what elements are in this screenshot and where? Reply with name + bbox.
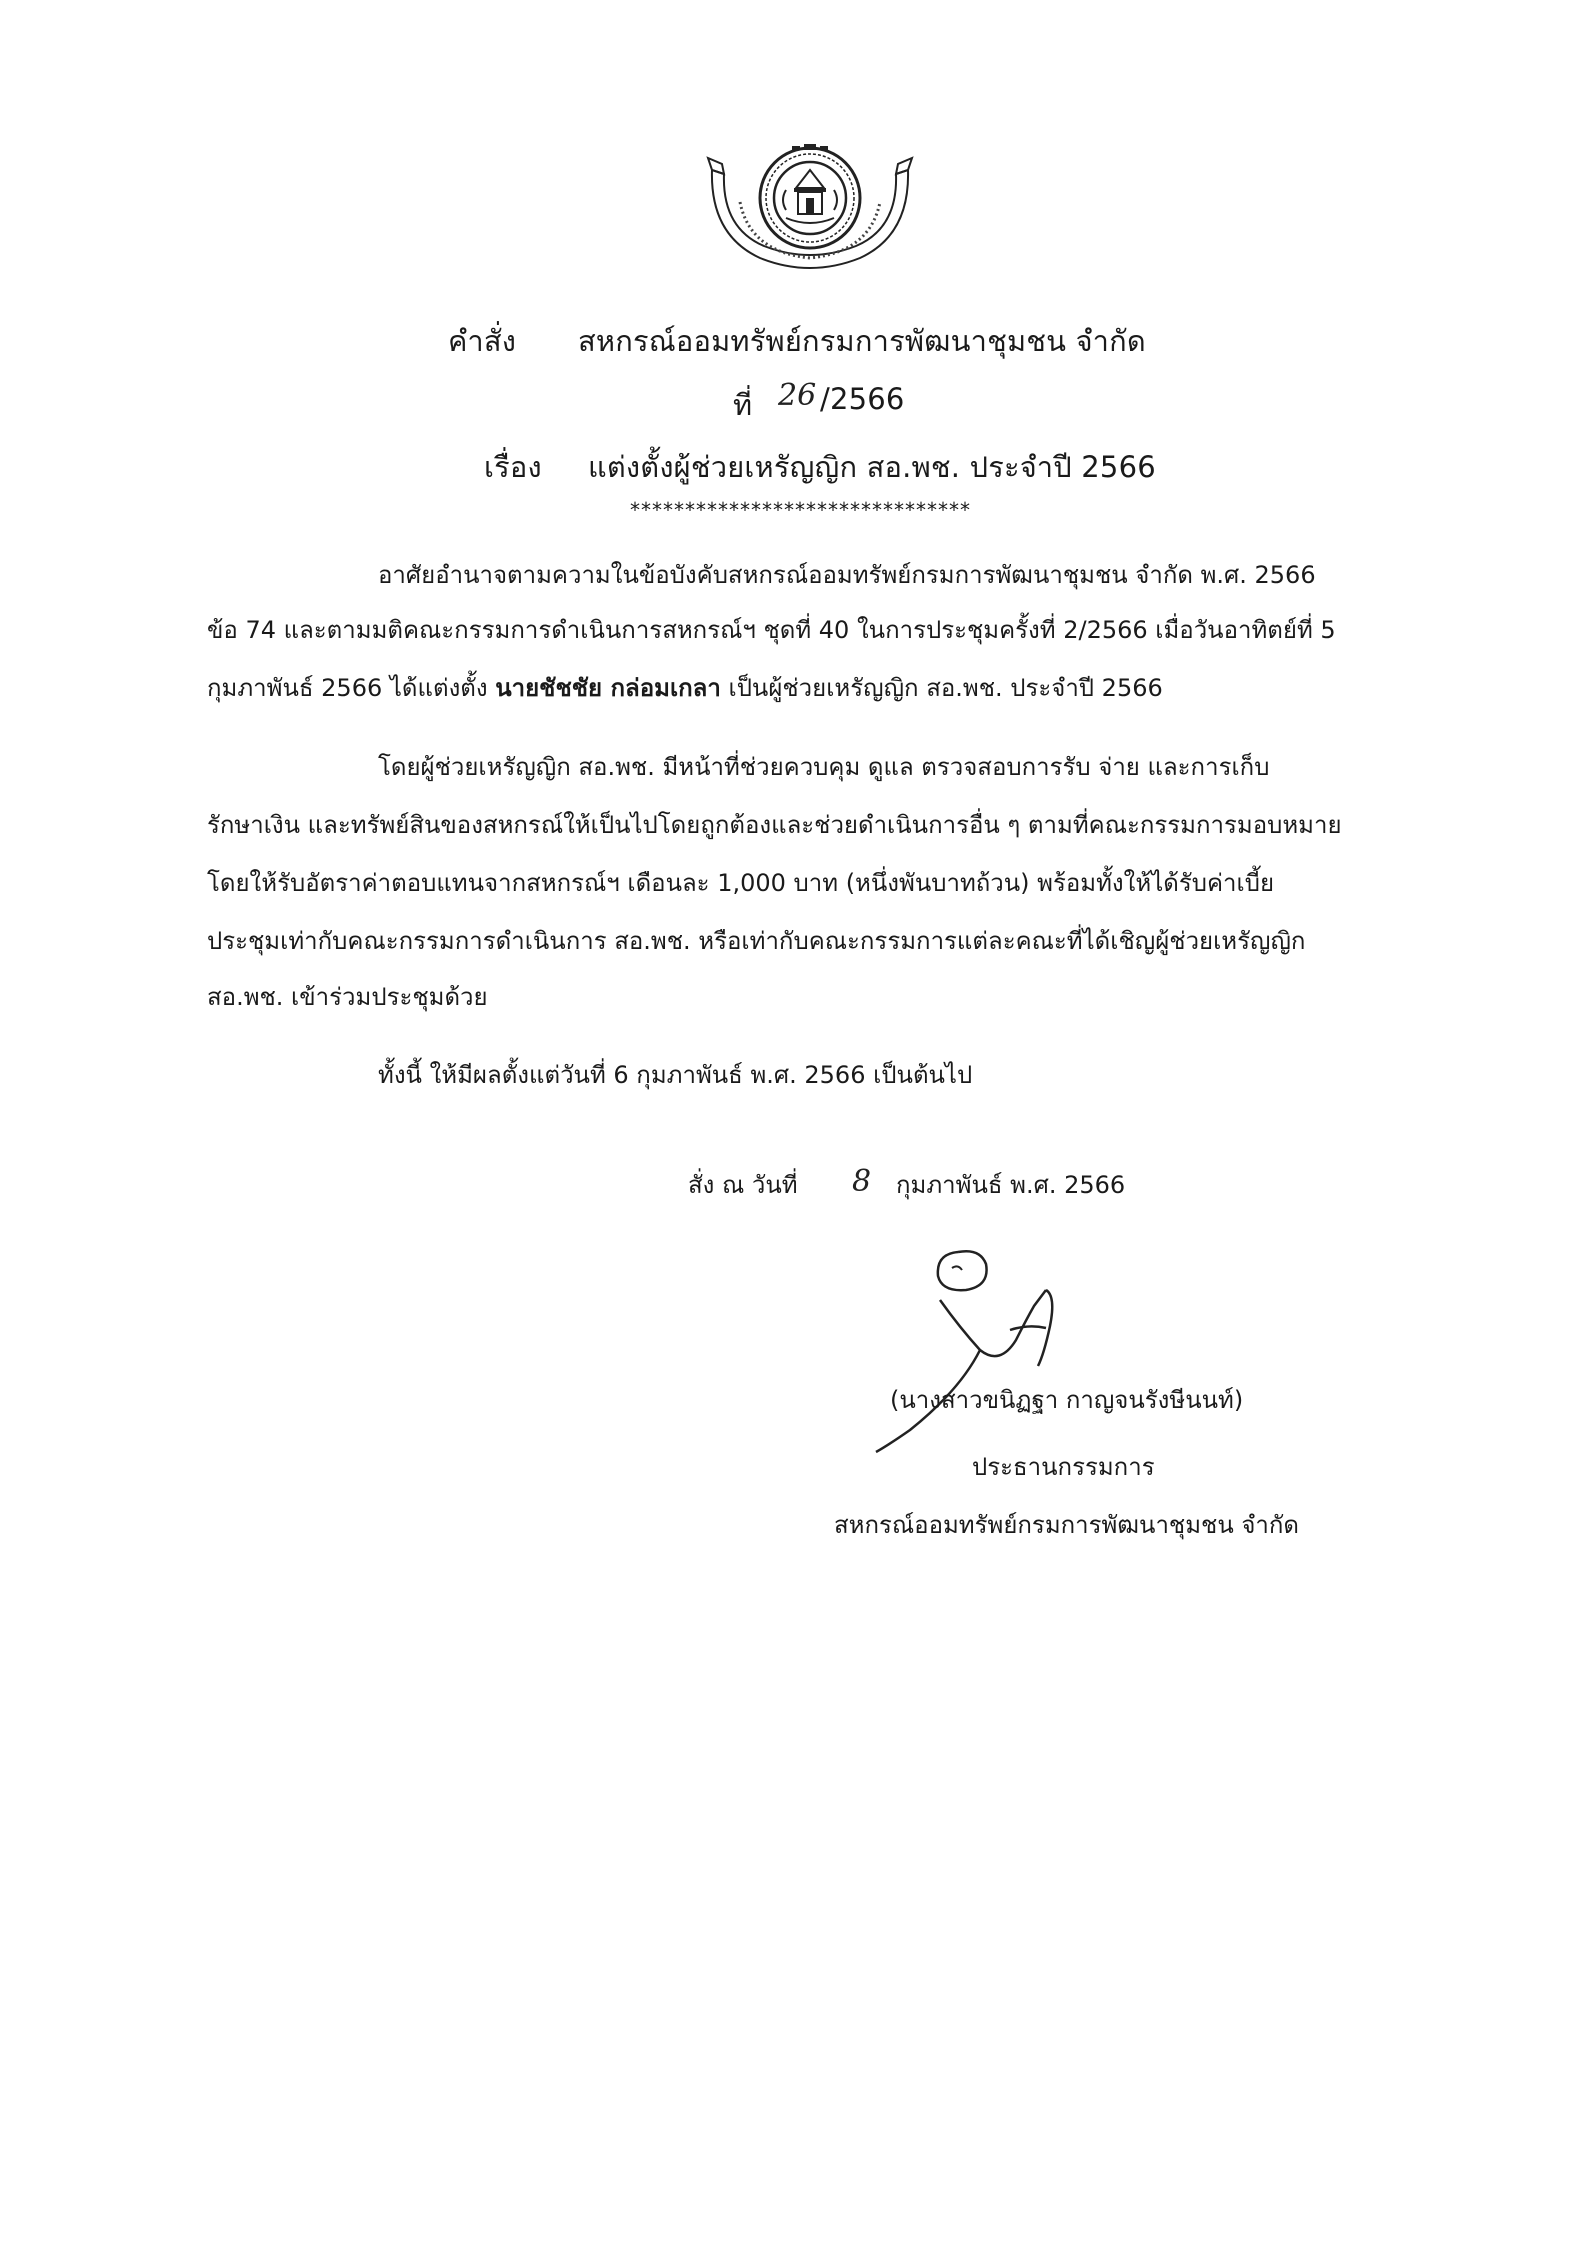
signatory-position: ประธานกรรมการ xyxy=(972,1453,1155,1481)
subject-text: แต่งตั้งผู้ช่วยเหรัญญิก สอ.พช. ประจำปี 2566 xyxy=(588,450,1156,484)
para1-line3-post: เป็นผู้ช่วยเหรัญญิก สอ.พช. ประจำปี 2566 xyxy=(720,674,1163,702)
para2-line2: รักษาเงิน และทรัพย์สินของสหกรณ์ให้เป็นไปโดยถูกต้องและช่วยดำเนินการอื่น ๆ ตามที่คณะกรรมการมอบหมาย xyxy=(207,811,1342,839)
ordered-suffix: กุมภาพันธ์ พ.ศ. 2566 xyxy=(896,1171,1126,1199)
para1-line1: อาศัยอำนาจตามความในข้อบังคับสหกรณ์ออมทรัพย์กรมการพัฒนาชุมชน จำกัด พ.ศ. 2566 xyxy=(378,561,1316,589)
ordered-prefix: สั่ง ณ วันที่ xyxy=(688,1171,798,1199)
appointee-name: นายชัชชัย กล่อมเกลา xyxy=(495,674,721,702)
ordered-day-handwritten: 8 xyxy=(852,1164,872,1199)
org-name-header: สหกรณ์ออมทรัพย์กรมการพัฒนาชุมชน จำกัด xyxy=(578,324,1146,358)
para1-line3 xyxy=(207,673,1163,703)
order-number-year: /2566 xyxy=(820,382,905,416)
order-label: คำสั่ง xyxy=(448,324,517,358)
cooperative-seal-emblem xyxy=(700,140,920,275)
subject-label: เรื่อง xyxy=(484,450,542,484)
para2-line5: สอ.พช. เข้าร่วมประชุมด้วย xyxy=(207,983,488,1011)
number-label: ที่ xyxy=(733,388,753,422)
effective-date-line: ทั้งนี้ ให้มีผลตั้งแต่วันที่ 6 กุมภาพันธ์ พ.ศ. 2566 เป็นต้นไป xyxy=(378,1061,973,1089)
para1-line2: ข้อ 74 และตามมติคณะกรรมการดำเนินการสหกรณ์ฯ ชุดที่ 40 ในการประชุมครั้งที่ 2/2566 เมื่อวันอาทิตย์ที่ 5 xyxy=(207,616,1336,644)
para2-line3: โดยให้รับอัตราค่าตอบแทนจากสหกรณ์ฯ เดือนละ 1,000 บาท (หนึ่งพันบาทถ้วน) พร้อมทั้งให้ได้รับค่าเบี้ย xyxy=(207,869,1275,897)
signatory-name: (นางสาวขนิฏฐา กาญจนรังษีนนท์) xyxy=(890,1386,1244,1414)
para2-line4: ประชุมเท่ากับคณะกรรมการดำเนินการ สอ.พช. หรือเท่ากับคณะกรรมการแต่ละคณะที่ได้เชิญผู้ช่วยเหรัญญิก xyxy=(207,927,1306,955)
handwritten-signature xyxy=(840,1230,1120,1460)
order-number-handwritten: 26 xyxy=(778,378,817,413)
para1-line3-pre: กุมภาพันธ์ 2566 ได้แต่งตั้ง xyxy=(207,674,496,702)
signatory-organization: สหกรณ์ออมทรัพย์กรมการพัฒนาชุมชน จำกัด xyxy=(834,1511,1300,1539)
header-separator: ******************************* xyxy=(630,498,971,522)
para2-line1: โดยผู้ช่วยเหรัญญิก สอ.พช. มีหน้าที่ช่วยควบคุม ดูแล ตรวจสอบการรับ จ่าย และการเก็บ xyxy=(378,753,1270,781)
